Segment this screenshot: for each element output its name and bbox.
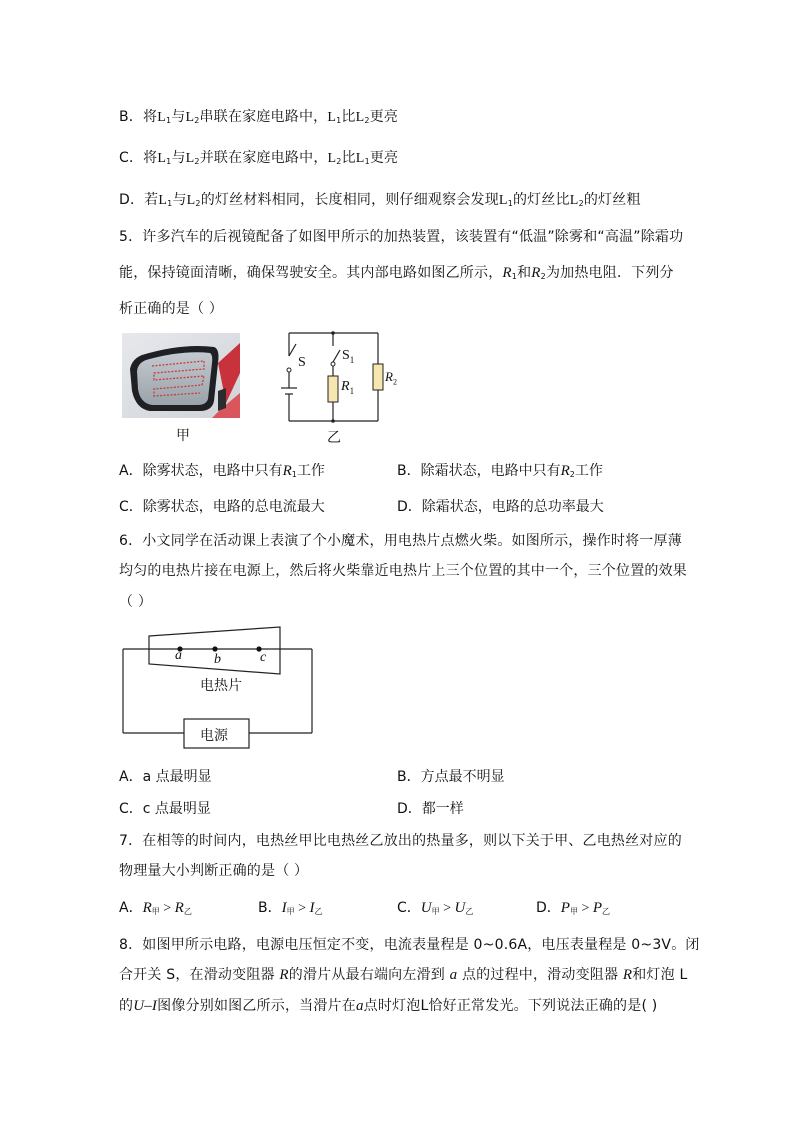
q7-stem-line1: 7．在相等的时间内，电热丝甲比电热丝乙放出的热量多，则以下关于甲、乙电热丝对应的 [119,833,682,849]
point-c-label: c [260,650,267,665]
q8-stem-line3: 的U–I图像分别如图乙所示，当滑片在a点时灯泡L恰好正常发光。下列说法正确的是( ) [119,998,658,1014]
q5-stem-line1: 5．许多汽车的后视镜配备了如图甲所示的加热装置，该装置有“低温”除雾和“高温”除霜功 [119,229,684,245]
q7-option-b: B．$I_甲 > I_乙$ [258,900,323,916]
q5-option-d: D．除霜状态，电路的总功率最大 [397,499,604,515]
q8-stem-line2: 合开关 S，在滑动变阻器 R的滑片从最右端向左滑到 a 点的过程中，滑动变阻器 R和灯泡 L [119,967,688,983]
q7-stem-line2: 物理量大小判断正确的是（ ） [119,863,309,879]
q5-stem-line2: 能，保持镜面清晰，确保驾驶安全。其内部电路如图乙所示，$R_1$和$R_2$为加热电阻．下列分 [119,265,674,281]
q4-option-d: D．若$L_1$与$L_2$的灯丝材料相同，长度相同，则仔细观察会发现$L_1$的灯丝比$L_2$的灯丝粗 [119,192,641,208]
q6-stem-line2: 均匀的电热片接在电源上，然后将火柴靠近电热片上三个位置的其中一个，三个位置的效果 [119,563,687,579]
q6-option-a: A．a 点最明显 [119,769,212,785]
q7-option-a: A．$R_甲 > R_乙$ [119,900,192,916]
figure-yi-caption: 乙 [327,430,341,446]
q5-option-a: A．除雾状态，电路中只有$R_1$工作 [119,463,325,479]
q5-option-c: C．除雾状态，电路的总电流最大 [119,499,325,515]
q5-option-b: B．除霜状态，电路中只有$R_2$工作 [397,463,603,479]
q6-option-c: C．c 点最明显 [119,801,211,817]
heater-label: 电热片 [200,678,242,694]
q7-option-d: D．$P_甲 > P_乙$ [536,900,611,916]
q8-stem-line1: 8．如图甲所示电路，电源电压恒定不变，电流表量程是 0~0.6A，电压表量程是 0~3V。闭 [119,937,700,953]
heater-circuit-diagram [120,624,320,756]
q6-stem-line1: 6．小文同学在活动课上表演了个小魔术，用电热片点燃火柴。如图所示，操作时将一厚薄 [119,533,682,549]
q4-option-c: C．将$L_1$与$L_2$并联在家庭电路中，$L_2$比$L_1$更亮 [119,150,399,166]
label-switch-s1: $S_1$ [342,348,355,365]
label-r2: $R_2$ [385,369,397,387]
q6-option-d: D．都一样 [397,801,464,817]
figure-jia-caption: 甲 [176,428,190,444]
q4-option-b: B．将$L_1$与$L_2$串联在家庭电路中，$L_1$比$L_2$更亮 [119,109,399,125]
circuit-diagram-yi [280,328,397,423]
q6-stem-line3: （ ） [119,594,153,610]
power-source-label: 电源 [200,728,228,744]
q7-option-c: C．$U_甲 > U_乙$ [397,900,474,916]
q6-option-b: B．方点最不明显 [397,769,505,785]
point-b-label: b [214,652,221,667]
label-switch-s: S [298,355,306,370]
point-a-label: a [175,648,182,663]
label-r1: $R_1$ [341,379,355,396]
q5-stem-line3: 析正确的是（ ） [119,301,224,317]
mirror-photo [122,333,240,418]
